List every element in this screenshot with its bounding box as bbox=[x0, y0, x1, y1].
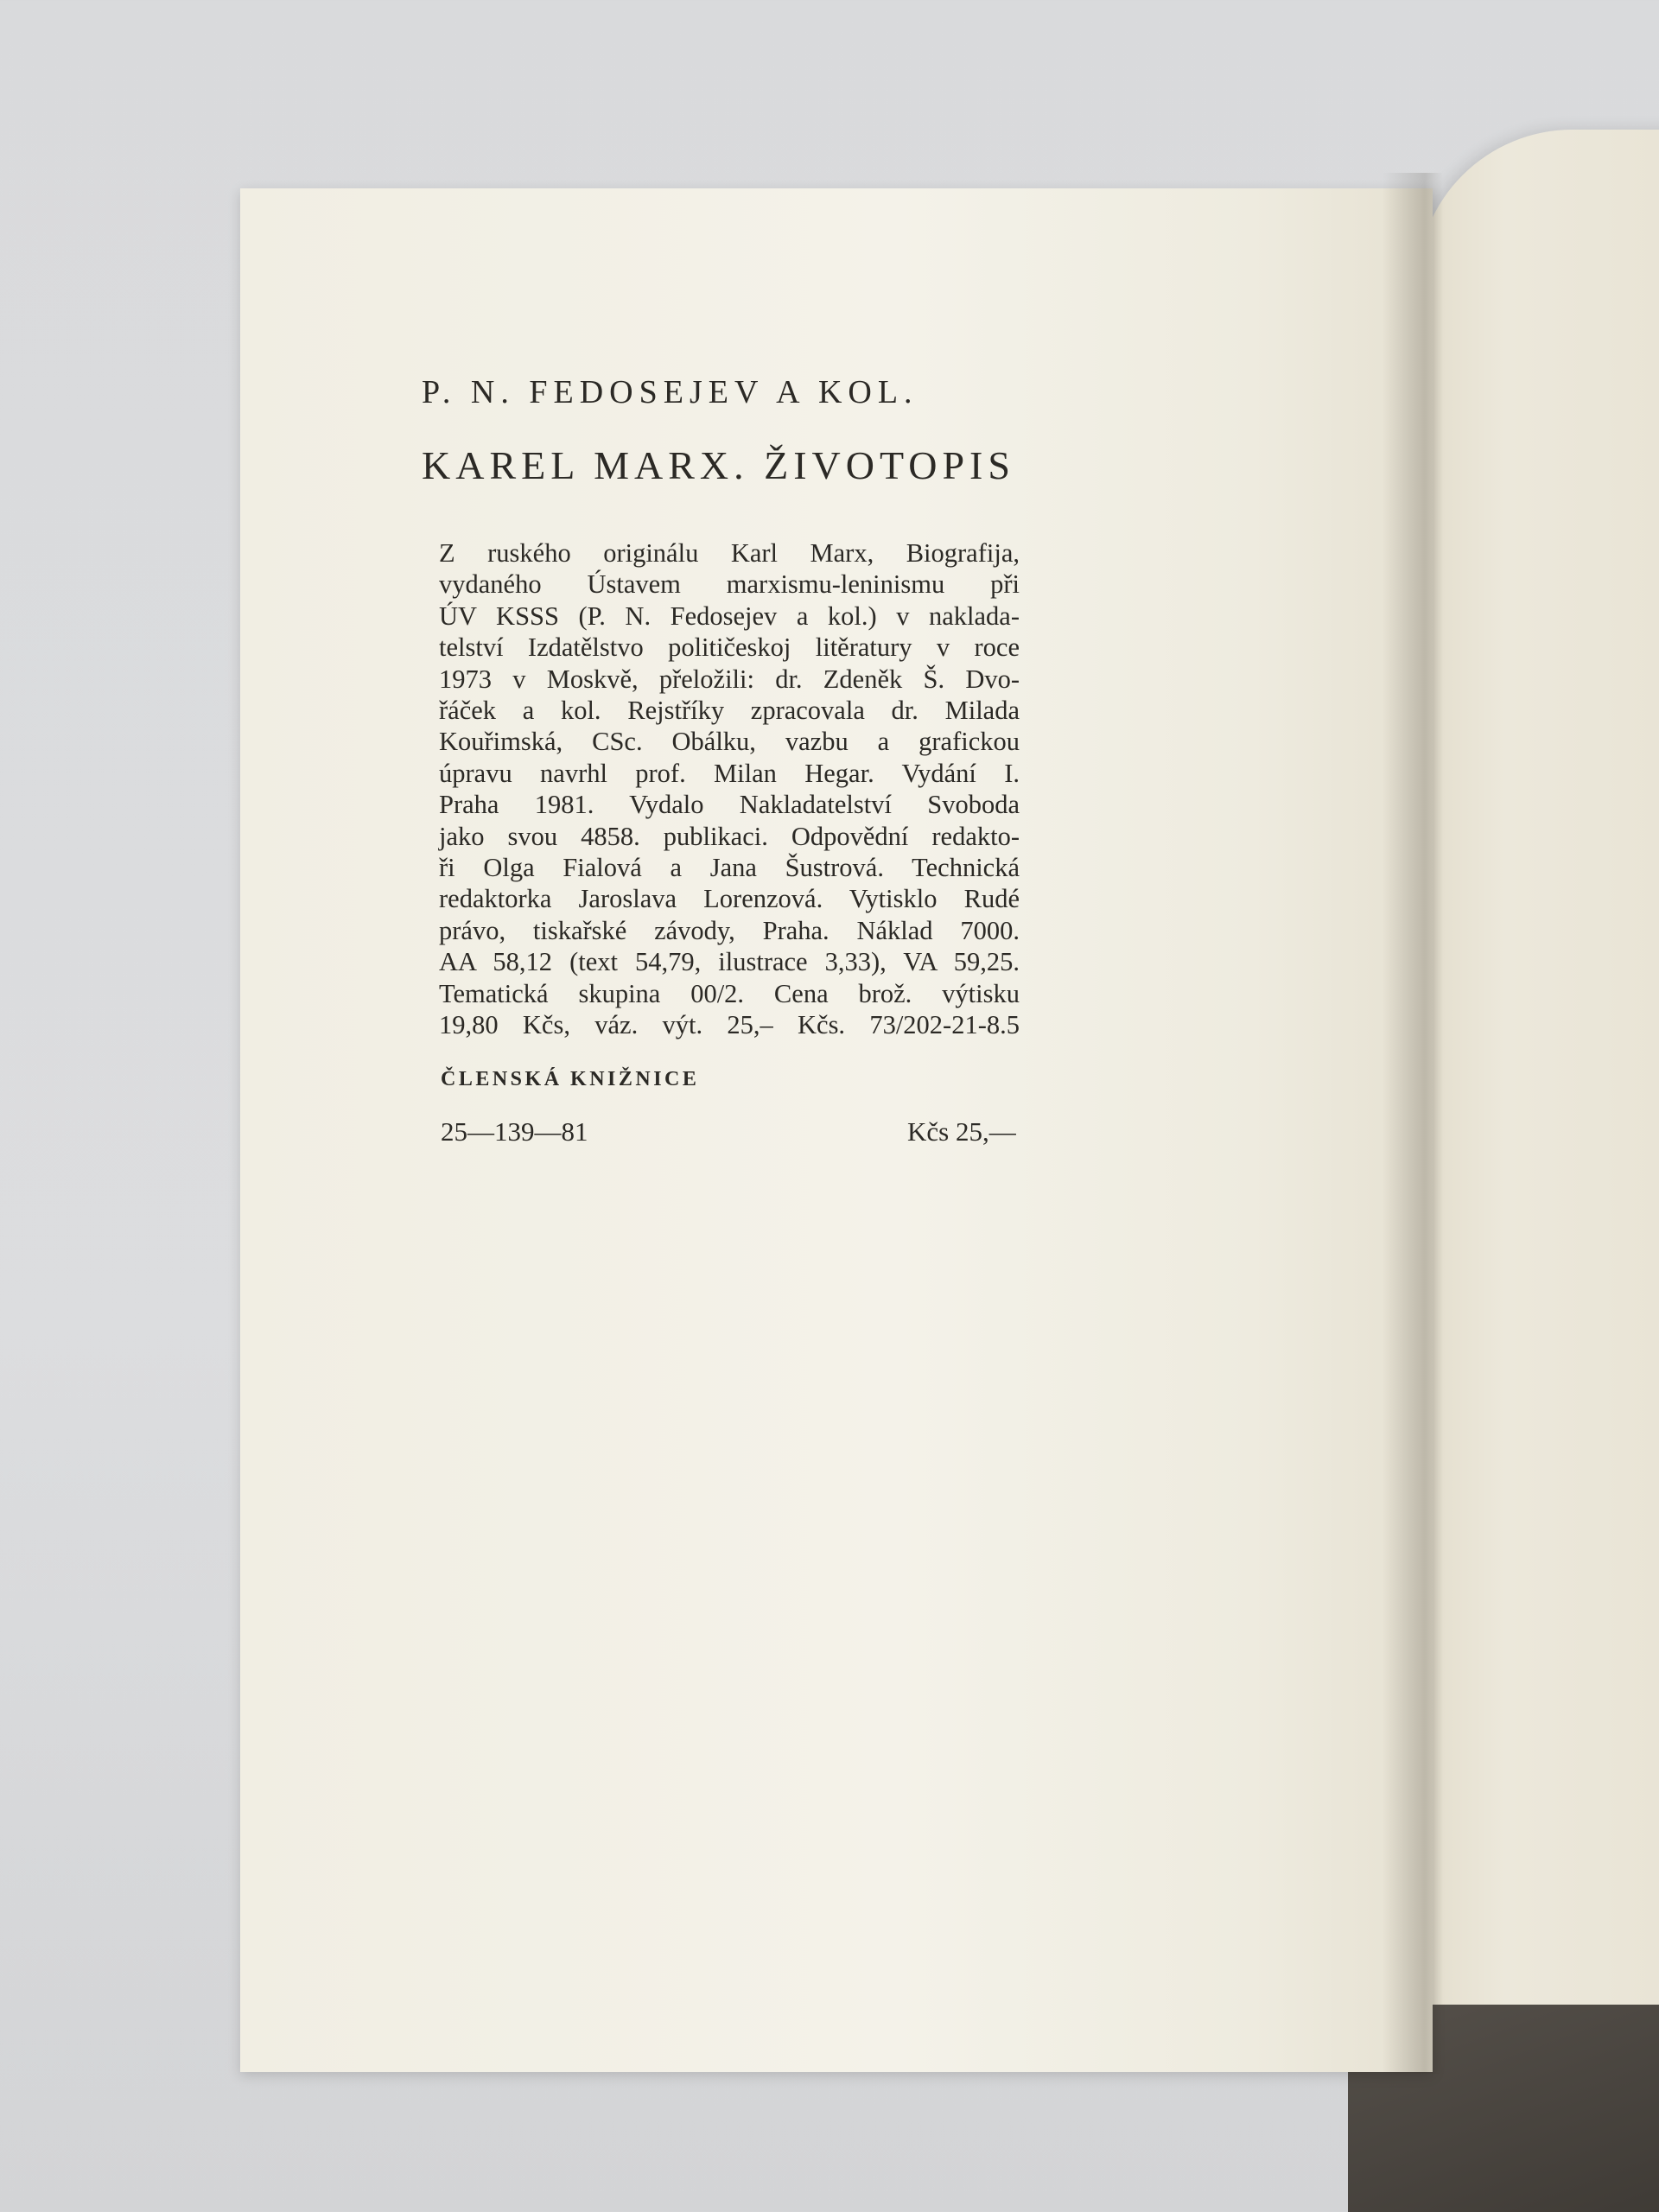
book-title: KAREL MARX. ŽIVOTOPIS bbox=[422, 443, 1015, 487]
imprint-line: Kouřimská, CSc. Obálku, vazbu a grafickou bbox=[439, 727, 1020, 757]
imprint-line: úpravu navrhl prof. Milan Hegar. Vydání I. bbox=[439, 758, 1020, 788]
series-name: ČLENSKÁ KNIŽNICE bbox=[441, 1068, 700, 1090]
imprint-line: telství Izdatělstvo političeskoj litěratury v roce bbox=[439, 632, 1020, 663]
gutter-shadow bbox=[1382, 173, 1443, 2074]
imprint-line: ÚV KSSS (P. N. Fedosejev a kol.) v naklada- bbox=[439, 601, 1020, 631]
imprint-line: jako svou 4858. publikaci. Odpovědní redakto- bbox=[439, 821, 1020, 851]
imprint-line: vydaného Ústavem marxismu-leninismu při bbox=[439, 569, 1020, 600]
imprint-line: ři Olga Fialová a Jana Šustrová. Technická bbox=[439, 853, 1020, 883]
imprint-line: 1973 v Moskvě, přeložili: dr. Zdeněk Š. Dvo- bbox=[439, 664, 1020, 694]
author-line: P. N. FEDOSEJEV A KOL. bbox=[422, 374, 918, 410]
imprint-line: AA 58,12 (text 54,79, ilustrace 3,33), VA 59,25. bbox=[439, 947, 1020, 977]
publication-code: 25—139—81 bbox=[441, 1116, 588, 1147]
imprint-line: redaktorka Jaroslava Lorenzová. Vytisklo Rudé bbox=[439, 884, 1020, 914]
imprint-paragraph bbox=[439, 537, 1020, 1041]
imprint-line: 19,80 Kčs, váz. výt. 25,– Kčs. 73/202-21-8.5 bbox=[439, 1010, 1020, 1040]
imprint-line: řáček a kol. Rejstříky zpracovala dr. Milada bbox=[439, 696, 1020, 726]
imprint-line: právo, tiskařské závody, Praha. Náklad 7000. bbox=[439, 915, 1020, 945]
facing-page bbox=[1417, 130, 1659, 2212]
price-label: Kčs 25,— bbox=[907, 1116, 1016, 1147]
imprint-line: Z ruského originálu Karl Marx, Biografija, bbox=[439, 538, 1020, 568]
imprint-line: Tematická skupina 00/2. Cena brož. výtisku bbox=[439, 978, 1020, 1008]
imprint-line: Praha 1981. Vydalo Nakladatelství Svoboda bbox=[439, 790, 1020, 820]
